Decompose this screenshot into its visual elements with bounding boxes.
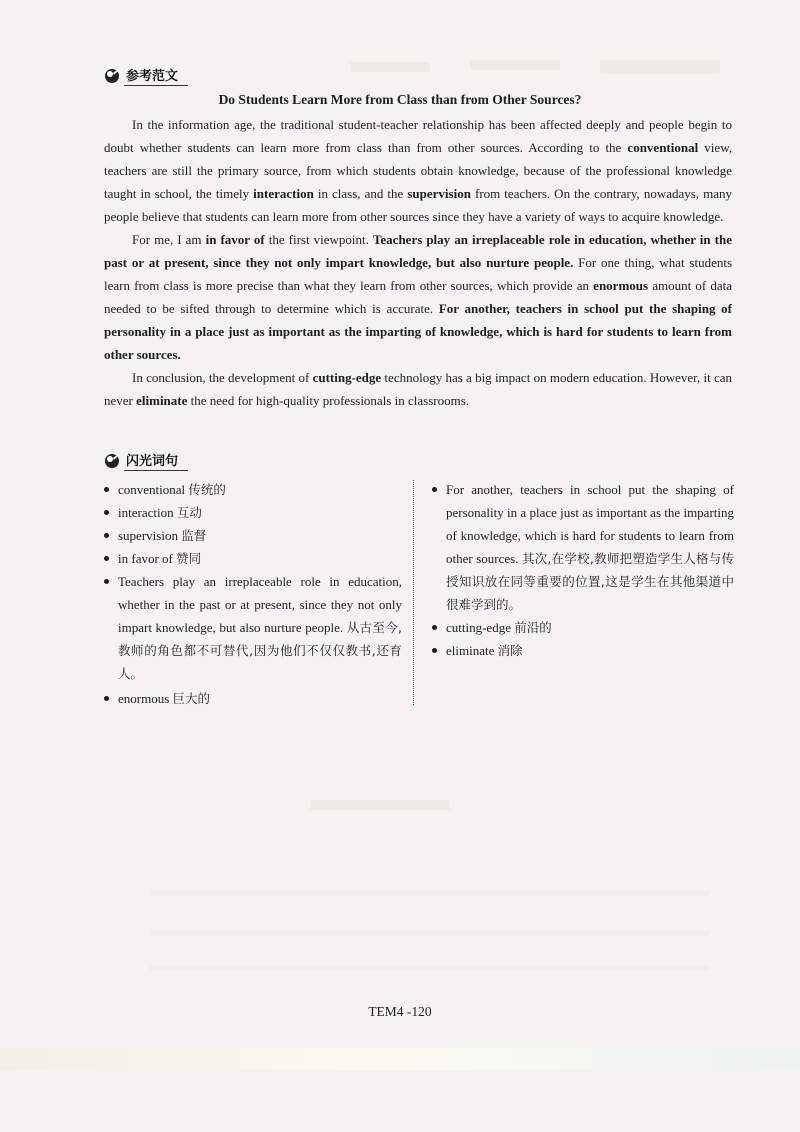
bleed-through — [310, 800, 450, 810]
bullet-dot-icon — [104, 510, 109, 515]
page-number: TEM4 -120 — [368, 1004, 432, 1019]
list-item: eliminate 消除 — [428, 639, 734, 662]
list-item: in favor of 赞同 — [100, 547, 402, 570]
bleed-through — [150, 930, 710, 936]
list-item: supervision 监督 — [100, 524, 402, 547]
highlights-left-column — [100, 478, 402, 710]
bullet-dot-icon — [104, 696, 109, 701]
essay-title: Do Students Learn More from Class than from Other Sources? — [218, 92, 582, 107]
bleed-through — [350, 62, 430, 72]
essay-body — [104, 113, 732, 412]
list-item: cutting-edge 前沿的 — [428, 616, 734, 639]
list-item: Teachers play an irreplaceable role in education, whether in the past or at present, since they not only impart knowledge, but also nurture people. 从古至今,教师的角色都不可替代,因为他们不仅仅教书,还育人。 — [100, 570, 402, 685]
section-label: 参考范文 — [124, 65, 188, 86]
reference-essay-header — [104, 65, 188, 86]
essay-paragraph-1: In the information age, the traditional student-teacher relationship has been affected deeply and people begin to doubt whether students can learn more from class than from other sources. According to the conventional view, teachers are still the primary source, from which students obtain knowledge, because of the professional knowledge taught in school, the timely interaction in class, and the supervision from teachers. On the contrary, nowadays, many people believe that students can learn more from other sources since they have a variety of ways to acquire knowledge. — [104, 117, 732, 224]
highlights-header — [104, 450, 188, 471]
highlights-right-column — [428, 478, 734, 662]
list-item: interaction 互动 — [100, 501, 402, 524]
essay-paragraph-2: For me, I am in favor of the first viewpoint. Teachers play an irreplaceable role in education, whether in the past or at present, since they not only impart knowledge, but also nurture people. For one thing, what students learn from class is more precise than what they learn from other sources, which provide an enormous amount of data needed to be sifted through to determine which is accurate. For another, teachers in school put the shaping of personality in a place just as important as the imparting of knowledge, which is hard for students to learn from other sources. — [104, 232, 733, 362]
bullet-dot-icon — [432, 625, 437, 630]
bleed-through — [600, 60, 720, 74]
section-label: 闪光词句 — [124, 450, 188, 471]
pen-badge-icon — [104, 453, 120, 469]
bleed-through — [470, 60, 560, 70]
list-item: enormous 巨大的 — [100, 687, 402, 710]
bullet-dot-icon — [104, 487, 109, 492]
pen-badge-icon — [104, 68, 120, 84]
bullet-dot-icon — [104, 556, 109, 561]
column-divider — [413, 480, 414, 705]
scan-edge-band — [0, 1048, 800, 1070]
bullet-dot-icon — [104, 579, 109, 584]
bullet-dot-icon — [432, 487, 437, 492]
list-item: For another, teachers in school put the shaping of personality in a place just as important as the imparting of knowledge, which is hard for students to learn from other sources. 其次,在学校,教师把塑造学生人格与传授知识放在同等重要的位置,这是学生在其他渠道中很难学到的。 — [428, 478, 734, 616]
bullet-dot-icon — [432, 648, 437, 653]
bleed-through — [150, 890, 710, 896]
bullet-dot-icon — [104, 533, 109, 538]
list-item: conventional 传统的 — [100, 478, 402, 501]
bleed-through — [150, 965, 710, 971]
essay-paragraph-3: In conclusion, the development of cutting-edge technology has a big impact on modern education. However, it can never eliminate the need for high-quality professionals in classrooms. — [104, 370, 733, 408]
